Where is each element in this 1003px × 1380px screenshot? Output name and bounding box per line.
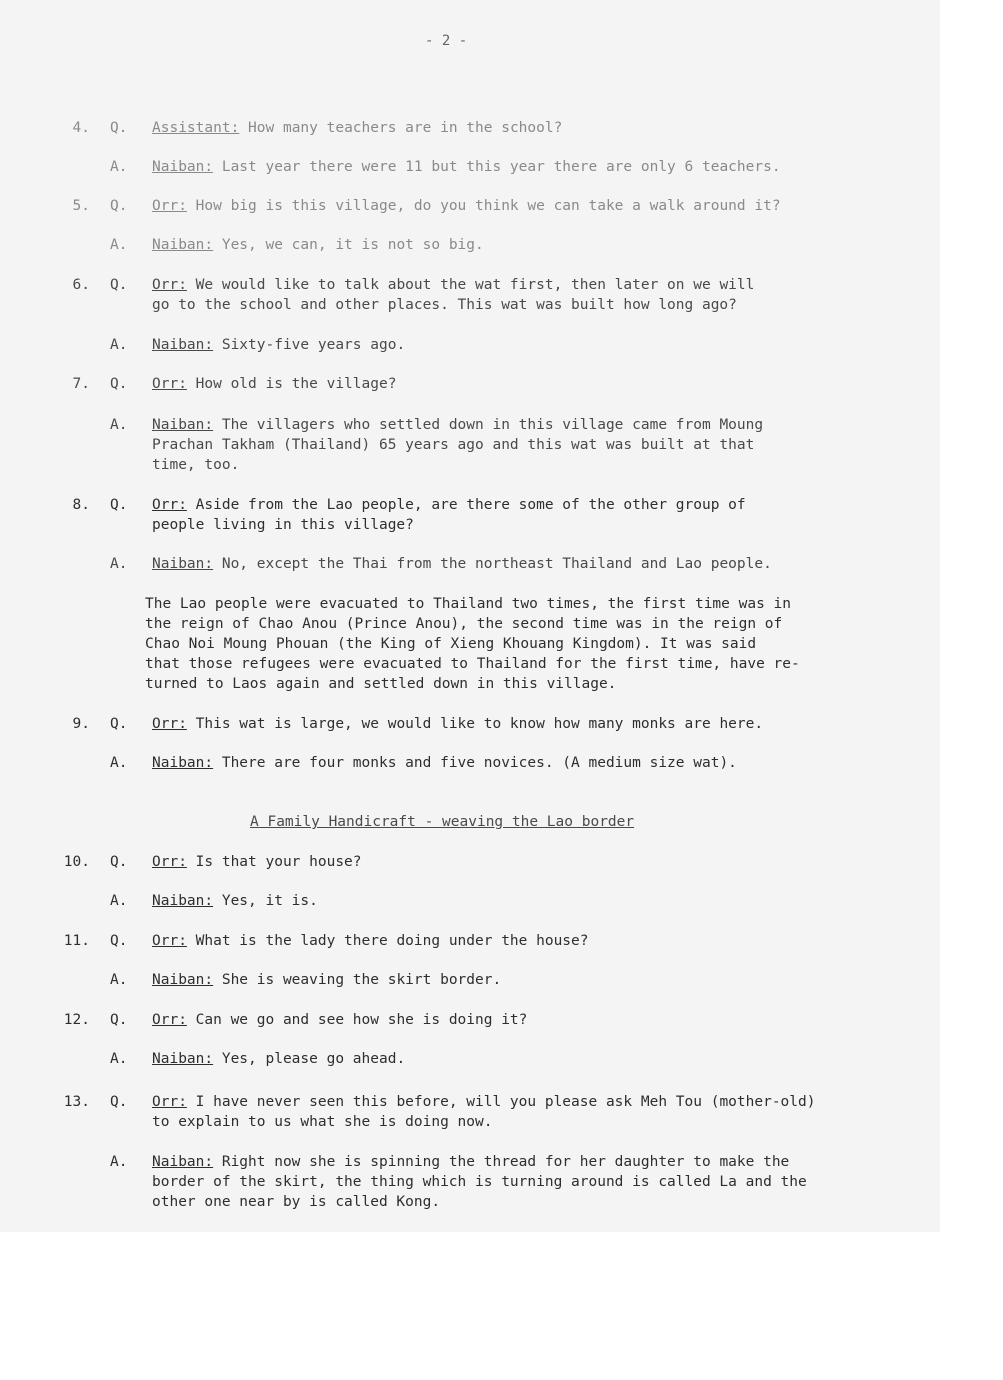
- paragraph-line: Chao Noi Moung Phouan (the King of Xieng Khouang Kingdom). It was said: [145, 636, 757, 652]
- utterance: How many teachers are in the school?: [248, 120, 563, 136]
- utterance: Yes, please go ahead.: [221, 1051, 406, 1067]
- utterance-cont: people living in this village?: [152, 517, 414, 533]
- q-label: Q.: [110, 1094, 128, 1110]
- item-number: 12.: [63, 1012, 90, 1028]
- utterance-cont: border of the skirt, the thing which is turning around is called La and the: [152, 1174, 807, 1190]
- q-label: Q.: [110, 120, 128, 136]
- a-label: A.: [110, 1154, 128, 1170]
- a-label: A.: [110, 1051, 128, 1067]
- item-number: 4.: [72, 120, 90, 136]
- q-label: Q.: [110, 277, 128, 293]
- speaker: Naiban:: [152, 1051, 214, 1067]
- q-label: Q.: [110, 716, 128, 732]
- utterance-cont: time, too.: [152, 457, 240, 473]
- speaker: Naiban:: [152, 893, 214, 909]
- history-paragraph: [145, 594, 885, 694]
- item-number: 8.: [72, 497, 90, 513]
- utterance-cont: go to the school and other places. This wat was built how long ago?: [152, 297, 737, 313]
- a-label: A.: [110, 972, 128, 988]
- q-label: Q.: [110, 1012, 128, 1028]
- speaker: Naiban:: [152, 755, 214, 771]
- item-number: 6.: [72, 277, 90, 293]
- section-heading: A Family Handicraft - weaving the Lao border: [250, 814, 635, 830]
- item-number: 13.: [63, 1094, 90, 1110]
- utterance: The villagers who settled down in this village came from Moung: [221, 417, 764, 433]
- speaker: Orr:: [152, 854, 187, 870]
- utterance: Yes, we can, it is not so big.: [221, 237, 484, 253]
- item-number: 10.: [63, 854, 90, 870]
- utterance: Can we go and see how she is doing it?: [195, 1012, 528, 1028]
- paragraph-line: the reign of Chao Anou (Prince Anou), the second time was in the reign of: [145, 616, 783, 632]
- speaker: Orr:: [152, 933, 187, 949]
- speaker: Assistant:: [152, 120, 240, 136]
- speaker: Naiban:: [152, 237, 214, 253]
- speaker: Naiban:: [152, 972, 214, 988]
- q-label: Q.: [110, 376, 128, 392]
- q-label: Q.: [110, 854, 128, 870]
- paragraph-line: that those refugees were evacuated to Thailand for the first time, have re-: [145, 656, 800, 672]
- page-number: - 2 -: [425, 33, 468, 49]
- a-label: A.: [110, 337, 128, 353]
- utterance: Yes, it is.: [221, 893, 318, 909]
- a-label: A.: [110, 237, 128, 253]
- utterance: She is weaving the skirt border.: [221, 972, 502, 988]
- item-number: 11.: [63, 933, 90, 949]
- utterance-cont: other one near by is called Kong.: [152, 1194, 441, 1210]
- item-number: 7.: [72, 376, 90, 392]
- item-number: 9.: [72, 716, 90, 732]
- utterance: Is that your house?: [195, 854, 362, 870]
- item-number: 5.: [72, 198, 90, 214]
- paragraph-line: The Lao people were evacuated to Thailand two times, the first time was in: [145, 596, 792, 612]
- speaker: Naiban:: [152, 556, 214, 572]
- paragraph-line: turned to Laos again and settled down in this village.: [145, 676, 617, 692]
- utterance-cont: to explain to us what she is doing now.: [152, 1114, 493, 1130]
- utterance: We would like to talk about the wat first, then later on we will: [195, 277, 755, 293]
- a-label: A.: [110, 556, 128, 572]
- utterance: I have never seen this before, will you please ask Meh Tou (mother-old): [195, 1094, 816, 1110]
- a-label: A.: [110, 893, 128, 909]
- speaker: Orr:: [152, 376, 187, 392]
- a-label: A.: [110, 755, 128, 771]
- speaker: Naiban:: [152, 159, 214, 175]
- utterance: Sixty-five years ago.: [221, 337, 406, 353]
- speaker: Orr:: [152, 1094, 187, 1110]
- utterance: How old is the village?: [195, 376, 397, 392]
- speaker: Orr:: [152, 1012, 187, 1028]
- speaker: Orr:: [152, 716, 187, 732]
- utterance: What is the lady there doing under the house?: [195, 933, 589, 949]
- q-label: Q.: [110, 933, 128, 949]
- speaker: Orr:: [152, 198, 187, 214]
- a-label: A.: [110, 159, 128, 175]
- utterance: There are four monks and five novices. (A medium size wat).: [221, 755, 737, 771]
- speaker: Naiban:: [152, 1154, 214, 1170]
- speaker: Orr:: [152, 497, 187, 513]
- speaker: Naiban:: [152, 417, 214, 433]
- utterance: This wat is large, we would like to know how many monks are here.: [195, 716, 764, 732]
- utterance: Right now she is spinning the thread for her daughter to make the: [221, 1154, 790, 1170]
- utterance: Last year there were 11 but this year there are only 6 teachers.: [221, 159, 781, 175]
- q-label: Q.: [110, 497, 128, 513]
- speaker: Naiban:: [152, 337, 214, 353]
- speaker: Orr:: [152, 277, 187, 293]
- a-label: A.: [110, 417, 128, 433]
- utterance: How big is this village, do you think we can take a walk around it?: [195, 198, 781, 214]
- utterance-cont: Prachan Takham (Thailand) 65 years ago and this wat was built at that: [152, 437, 755, 453]
- q-label: Q.: [110, 198, 128, 214]
- utterance: No, except the Thai from the northeast Thailand and Lao people.: [221, 556, 772, 572]
- utterance: Aside from the Lao people, are there some of the other group of: [195, 497, 746, 513]
